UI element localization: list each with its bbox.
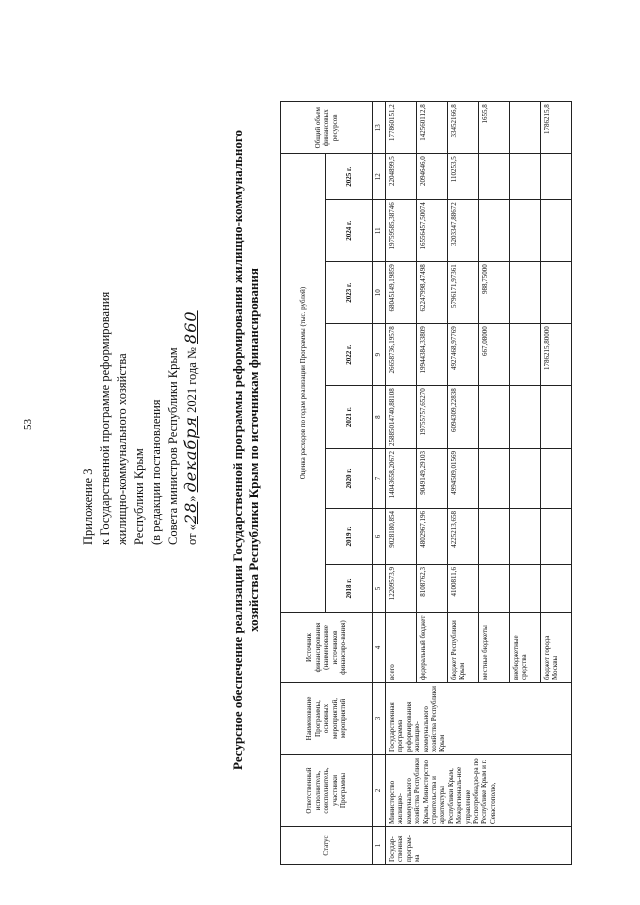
- row-value: 1786215,80000: [541, 324, 572, 386]
- header-estimate: Оценка расходов по годам реализации Программы (тыс. рублей): [281, 154, 326, 613]
- row-value: 6094309,22838: [448, 386, 479, 449]
- row-program-name: Государственная программа реформирования жилищно-коммунального хозяйства Республики Крым: [386, 683, 572, 755]
- row-value: [510, 509, 541, 565]
- appendix-line: Совета министров Республики Крым: [166, 347, 180, 545]
- header-year: 2018 г.: [326, 565, 373, 613]
- column-number: 1: [373, 827, 386, 865]
- row-value: [541, 565, 572, 613]
- column-number: 7: [373, 449, 386, 509]
- row-value: [541, 449, 572, 509]
- row-value: 142560112,8: [417, 102, 448, 154]
- row-value: [510, 449, 541, 509]
- column-number: 12: [373, 154, 386, 200]
- row-value: 110253,5: [448, 154, 479, 200]
- row-value: 4802967,196: [417, 509, 448, 565]
- document-title: [230, 35, 262, 865]
- row-value: [479, 565, 510, 613]
- row-source: всего: [386, 613, 417, 683]
- row-value: 2094646,0: [417, 154, 448, 200]
- header-year: 2019 г.: [326, 509, 373, 565]
- page-number: 53: [22, 419, 34, 430]
- appendix-line: Приложение 3: [81, 468, 95, 545]
- header-year: 2023 г.: [326, 262, 373, 324]
- row-value: [479, 449, 510, 509]
- header-status: Статус: [281, 827, 373, 865]
- row-value: 177860151,2: [386, 102, 417, 154]
- row-source: федеральный бюджет: [417, 613, 448, 683]
- header-name: Наименование Программы, основных мероприятий, мероприятий: [281, 683, 373, 755]
- appendix-line: Республики Крым: [132, 448, 146, 545]
- column-number: 5: [373, 565, 386, 613]
- appendix-line: (в редакции постановления: [149, 399, 163, 545]
- column-number: 4: [373, 613, 386, 683]
- row-value: [510, 200, 541, 262]
- row-source: местные бюджеты: [479, 613, 510, 683]
- row-value: [510, 386, 541, 449]
- row-value: 1786215,8: [541, 102, 572, 154]
- row-value: 1655,8: [479, 102, 510, 154]
- row-value: 33452166,8: [448, 102, 479, 154]
- row-value: 12209573,9: [386, 565, 417, 613]
- row-value: [541, 509, 572, 565]
- row-value: 9028180,854: [386, 509, 417, 565]
- row-value: 4225213,658: [448, 509, 479, 565]
- column-number: 9: [373, 324, 386, 386]
- header-year: 2021 г.: [326, 386, 373, 449]
- appendix-header: [80, 292, 201, 545]
- column-number: 6: [373, 509, 386, 565]
- date-number: 860: [181, 310, 200, 344]
- header-year: 2024 г.: [326, 200, 373, 262]
- row-value: 4100811,6: [448, 565, 479, 613]
- row-value: 25885014740,88108: [386, 386, 417, 449]
- row-source: бюджет города Москвы: [541, 613, 572, 683]
- row-value: [541, 386, 572, 449]
- row-value: [479, 509, 510, 565]
- row-value: 68045149,19859: [386, 262, 417, 324]
- row-value: [510, 565, 541, 613]
- table-row: [386, 102, 417, 865]
- row-value: 14043658,20672: [386, 449, 417, 509]
- row-value: [479, 154, 510, 200]
- column-number: 8: [373, 386, 386, 449]
- row-value: [510, 102, 541, 154]
- funding-table: [280, 101, 572, 865]
- table-body: [386, 102, 572, 865]
- column-number: 10: [373, 262, 386, 324]
- row-source: бюджет Республики Крым: [448, 613, 479, 683]
- row-value: 16556457,50074: [417, 200, 448, 262]
- row-value: 4994509,01569: [448, 449, 479, 509]
- row-value: 9049149,29103: [417, 449, 448, 509]
- column-number: 11: [373, 200, 386, 262]
- date-day: 28: [181, 501, 200, 525]
- date-prefix: от «: [185, 524, 199, 545]
- header-source: Источник финансирования (наименование источников финансиро-вания): [281, 613, 373, 683]
- column-number-row: [373, 102, 386, 865]
- row-value: 667,08000: [479, 324, 510, 386]
- row-value: [479, 386, 510, 449]
- column-number: 3: [373, 683, 386, 755]
- header-responsible: Ответственный исполнитель, соисполнитель, участники Программы: [281, 755, 373, 827]
- header-total: Общий объем финансовых ресурсов: [281, 102, 373, 154]
- title-line: Ресурсное обеспечение реализации Государственной программы реформирования жилищно-коммунального: [230, 130, 245, 770]
- row-value: 5796171,97361: [448, 262, 479, 324]
- row-responsible: Министерство жилищно-коммунального хозяйства Республики Крым, Министерство строительства и архитектуры Республики Крым, Межрегиональ-ное управление Роспотребнадзо-ра по Республике Крым и г. Севастополю,: [386, 755, 572, 827]
- header-year: 2022 г.: [326, 324, 373, 386]
- row-status: Государ-ственная програм-ма: [386, 827, 572, 865]
- row-value: 3203347,88672: [448, 200, 479, 262]
- row-value: 988,75000: [479, 262, 510, 324]
- row-value: [479, 200, 510, 262]
- header-row: [281, 102, 326, 865]
- row-value: 2204899,5: [386, 154, 417, 200]
- header-year: 2020 г.: [326, 449, 373, 509]
- row-value: [510, 324, 541, 386]
- row-value: 8108762,3: [417, 565, 448, 613]
- row-value: [541, 154, 572, 200]
- row-value: 19755757,65270: [417, 386, 448, 449]
- appendix-line: жилищно-коммунального хозяйства: [115, 353, 129, 545]
- appendix-line: к Государственной программе реформирования: [98, 291, 112, 545]
- row-value: 26658736,19578: [386, 324, 417, 386]
- date-month: декабря: [181, 416, 200, 493]
- row-value: 19944384,33809: [417, 324, 448, 386]
- row-value: 19759585,38746: [386, 200, 417, 262]
- row-source: внебюджетные средства: [510, 613, 541, 683]
- row-value: [510, 262, 541, 324]
- title-line: хозяйства Республики Крым по источникам финансирования: [246, 268, 261, 632]
- column-number: 13: [373, 102, 386, 154]
- column-number: 2: [373, 755, 386, 827]
- row-value: [541, 200, 572, 262]
- date-year: 2021 года №: [185, 347, 199, 413]
- row-value: [510, 154, 541, 200]
- row-value: 62247998,47498: [417, 262, 448, 324]
- header-year: 2025 г.: [326, 154, 373, 200]
- appendix-date-line: от «28» декабря 2021 года № 860: [181, 310, 200, 545]
- row-value: [541, 262, 572, 324]
- row-value: 4927468,97769: [448, 324, 479, 386]
